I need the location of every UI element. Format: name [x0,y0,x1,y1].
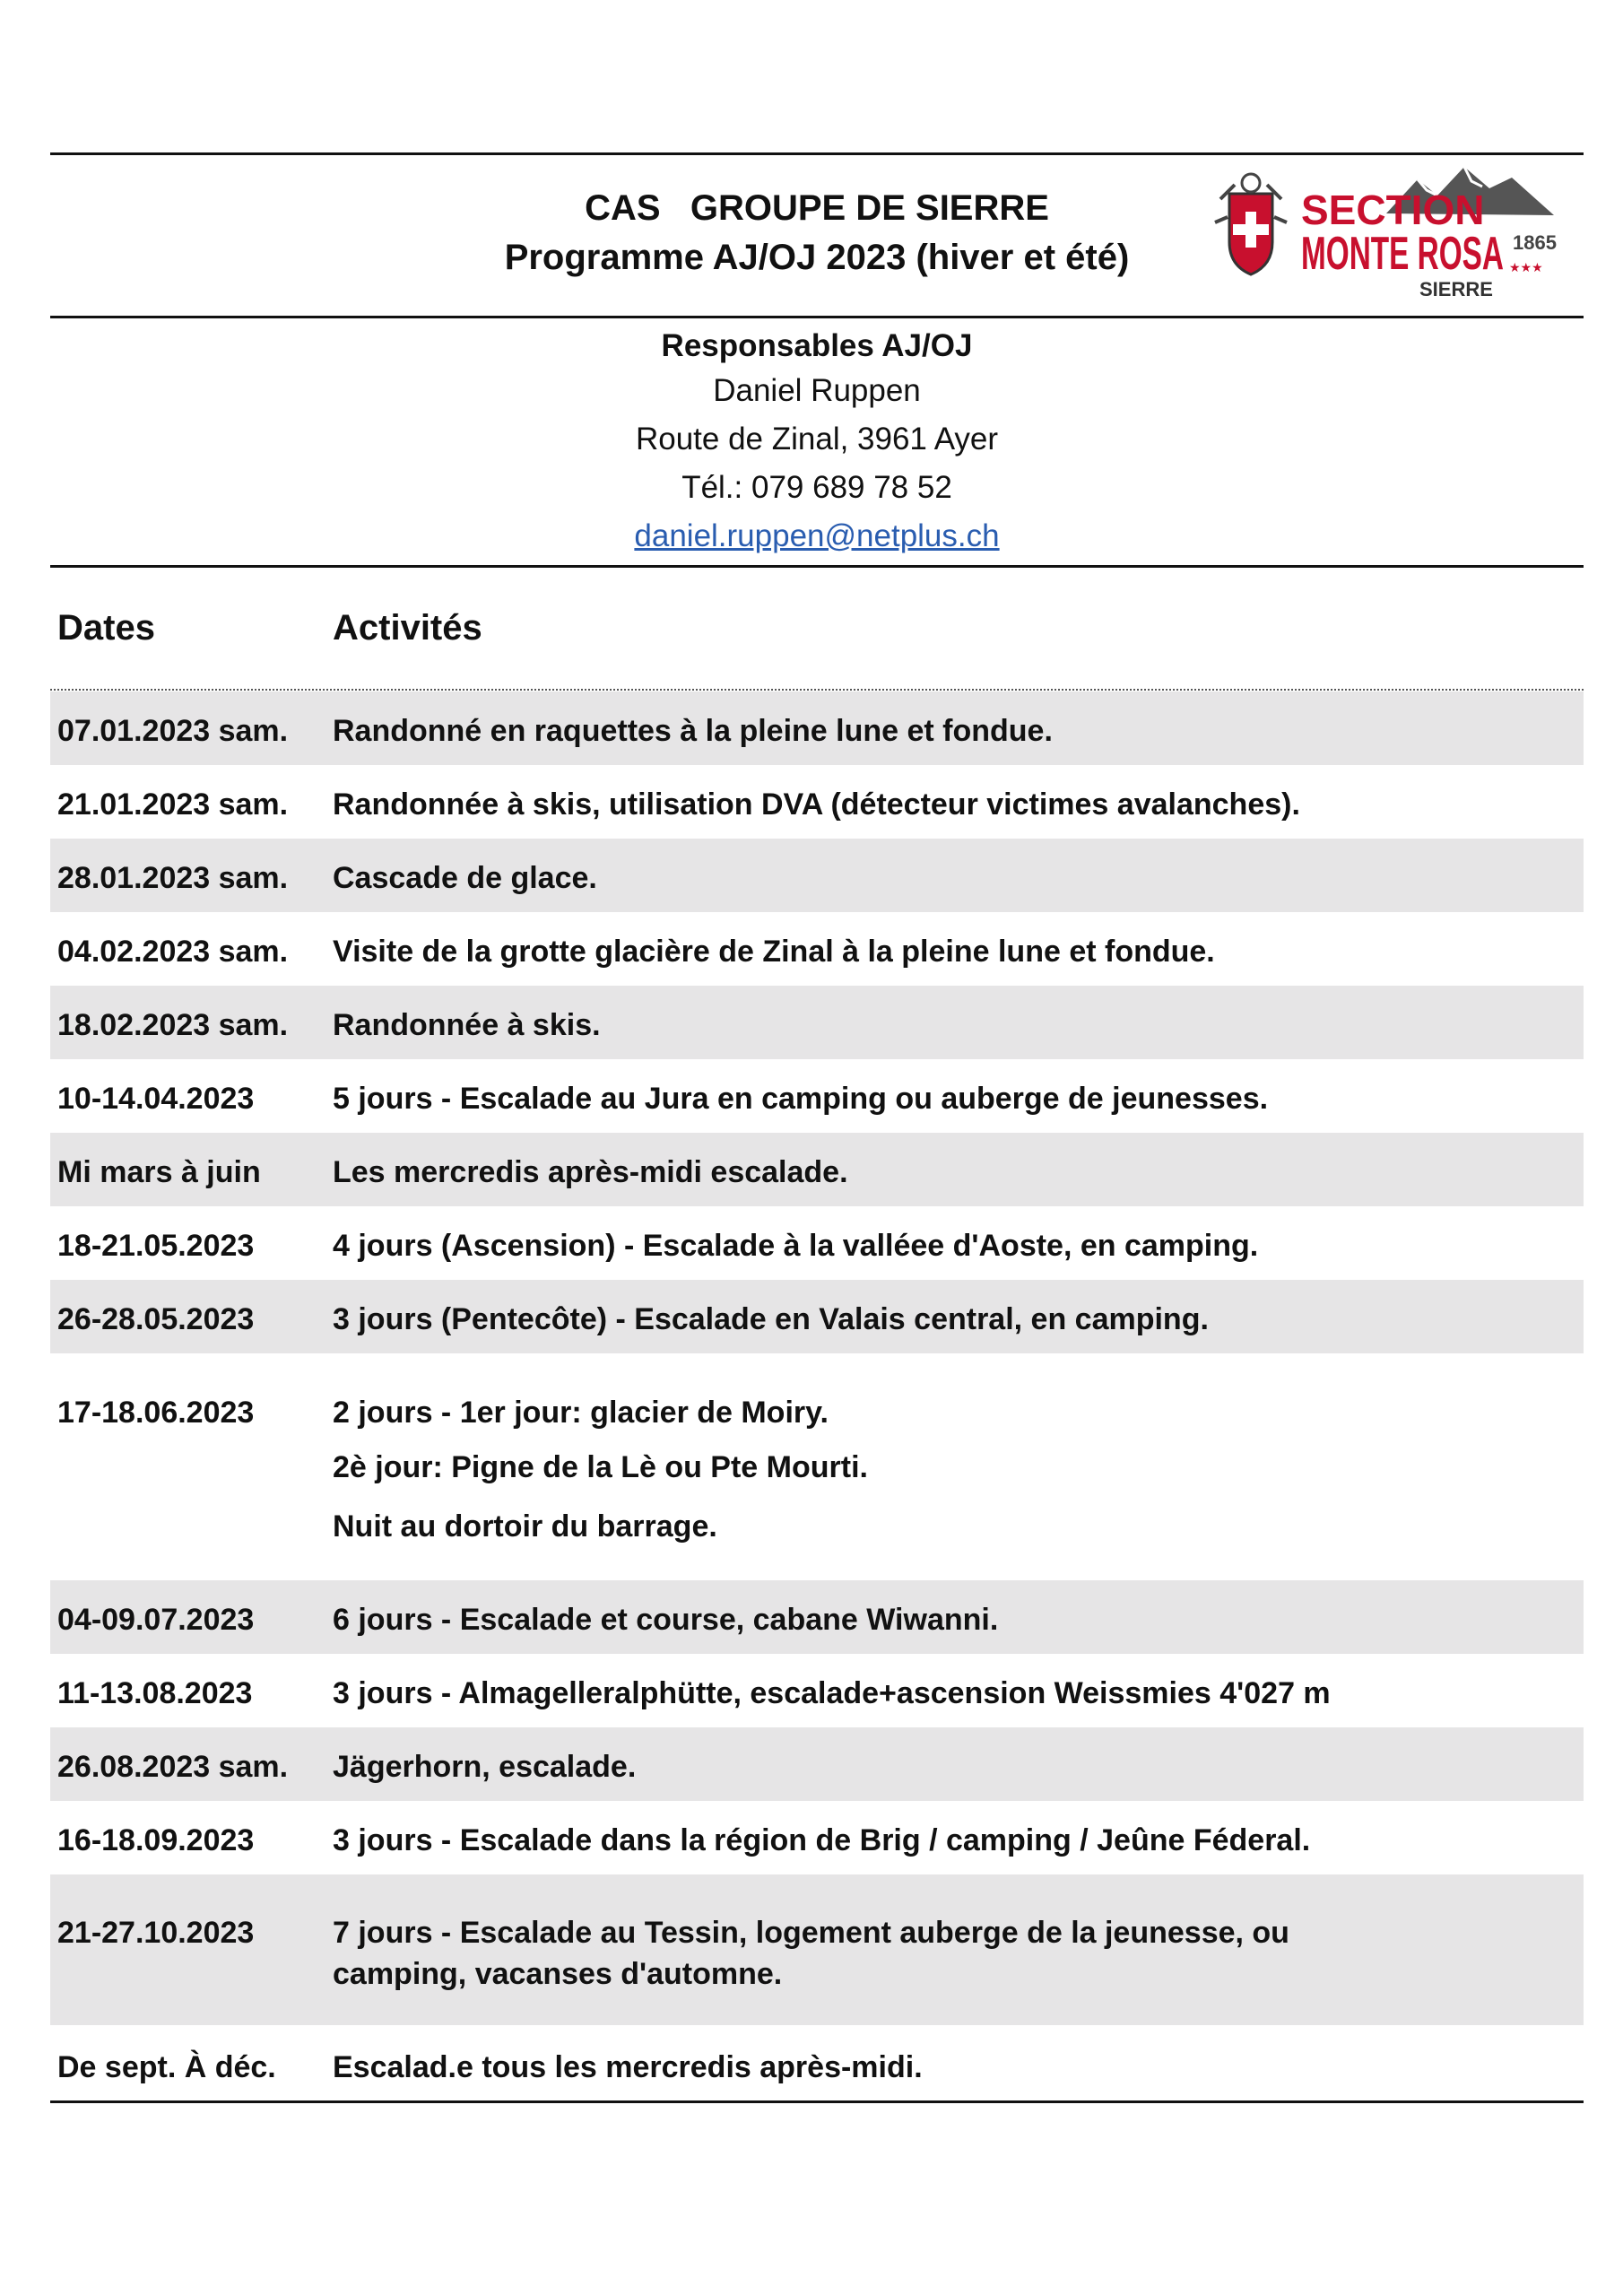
row-date: Mi mars à juin [57,1155,261,1189]
row-activity: 2 jours - 1er jour: glacier de Moiry. [333,1396,829,1430]
logo-stars: ★★★ [1509,261,1543,275]
row-activity: 3 jours - Escalade dans la région de Brig / camping / Jeûne Féderal. [333,1823,1311,1857]
logo-word-monte-rosa: MONTE ROSA [1301,228,1504,280]
table-row [50,1727,1584,1801]
logo-city: SIERRE [1419,278,1493,300]
row-date: 18-21.05.2023 [57,1229,255,1263]
table-row [50,1580,1584,1654]
row-activity: Escalad.e tous les mercredis après-midi. [333,2050,923,2084]
row-activity: Randonné en raquettes à la pleine lune et fondue. [333,714,1053,748]
table-row [50,2025,1584,2100]
row-activity: 4 jours (Ascension) - Escalade à la valléee d'Aoste, en camping. [333,1229,1259,1263]
row-activity: Jägerhorn, escalade. [333,1750,637,1784]
row-activity: 2è jour: Pigne de la Lè ou Pte Mourti. [333,1450,868,1484]
logo-year: 1865 [1513,231,1557,254]
contact-email-link[interactable]: daniel.ruppen@netplus.ch [634,518,1000,553]
table-row [50,691,1584,765]
contact-phone: Tél.: 079 689 78 52 [681,470,952,505]
table-row [50,765,1584,839]
row-date: 10-14.04.2023 [57,1082,255,1116]
table-row [50,1801,1584,1874]
table-row [50,986,1584,1059]
contact-name: Daniel Ruppen [713,373,921,408]
row-activity: Visite de la grotte glacière de Zinal à la pleine lune et fondue. [333,935,1215,969]
row-date: 04.02.2023 sam. [57,935,289,969]
column-header-dates: Dates [57,608,155,648]
row-activity: 3 jours - Almagelleralphütte, escalade+ascension Weissmies 4'027 m [333,1676,1331,1710]
header-rule [50,316,1584,318]
row-date: 21.01.2023 sam. [57,787,289,822]
page-subtitle: Programme AJ/OJ 2023 (hiver et été) [504,238,1130,277]
logo-word-section: SECTION [1301,187,1485,233]
contact-rule [50,565,1584,568]
table-header-divider [50,689,1584,691]
contact-address: Route de Zinal, 3961 Ayer [635,422,999,457]
row-activity: Randonnée à skis. [333,1008,601,1042]
bottom-rule [50,2100,1584,2103]
section-monte-rosa-logo [1202,160,1561,303]
row-activity: Randonnée à skis, utilisation DVA (détecteur victimes avalanches). [333,787,1300,822]
crest-icon [1215,174,1287,274]
page-title: CAS GROUPE DE SIERRE [585,188,1049,228]
table-row [50,1133,1584,1206]
row-date: 07.01.2023 sam. [57,714,289,748]
table-row [50,1353,1584,1580]
row-date: De sept. À déc. [57,2050,276,2084]
row-date: 21-27.10.2023 [57,1916,255,1950]
row-activity: Nuit au dortoir du barrage. [333,1509,717,1544]
row-activity: camping, vacanses d'automne. [333,1957,783,1991]
row-date: 26-28.05.2023 [57,1302,255,1336]
row-date: 04-09.07.2023 [57,1603,255,1637]
column-header-activities: Activités [333,608,482,648]
row-date: 28.01.2023 sam. [57,861,289,895]
table-row [50,1059,1584,1133]
table-row [50,1280,1584,1353]
row-activity: 5 jours - Escalade au Jura en camping ou auberge de jeunesses. [333,1082,1269,1116]
row-date: 17-18.06.2023 [57,1396,255,1430]
row-activity: 3 jours (Pentecôte) - Escalade en Valais central, en camping. [333,1302,1209,1336]
row-date: 18.02.2023 sam. [57,1008,289,1042]
table-row [50,1654,1584,1727]
contact-heading: Responsables AJ/OJ [661,328,973,363]
table-row [50,839,1584,912]
row-activity: 6 jours - Escalade et course, cabane Wiwanni. [333,1603,999,1637]
row-date: 11-13.08.2023 [57,1676,253,1710]
top-rule [50,152,1584,155]
row-date: 26.08.2023 sam. [57,1750,289,1784]
row-activity: 7 jours - Escalade au Tessin, logement auberge de la jeunesse, ou [333,1916,1289,1950]
row-date: 16-18.09.2023 [57,1823,255,1857]
table-row [50,1206,1584,1280]
row-activity: Les mercredis après-midi escalade. [333,1155,848,1189]
table-row [50,912,1584,986]
row-activity: Cascade de glace. [333,861,597,895]
table-row [50,1874,1584,2025]
